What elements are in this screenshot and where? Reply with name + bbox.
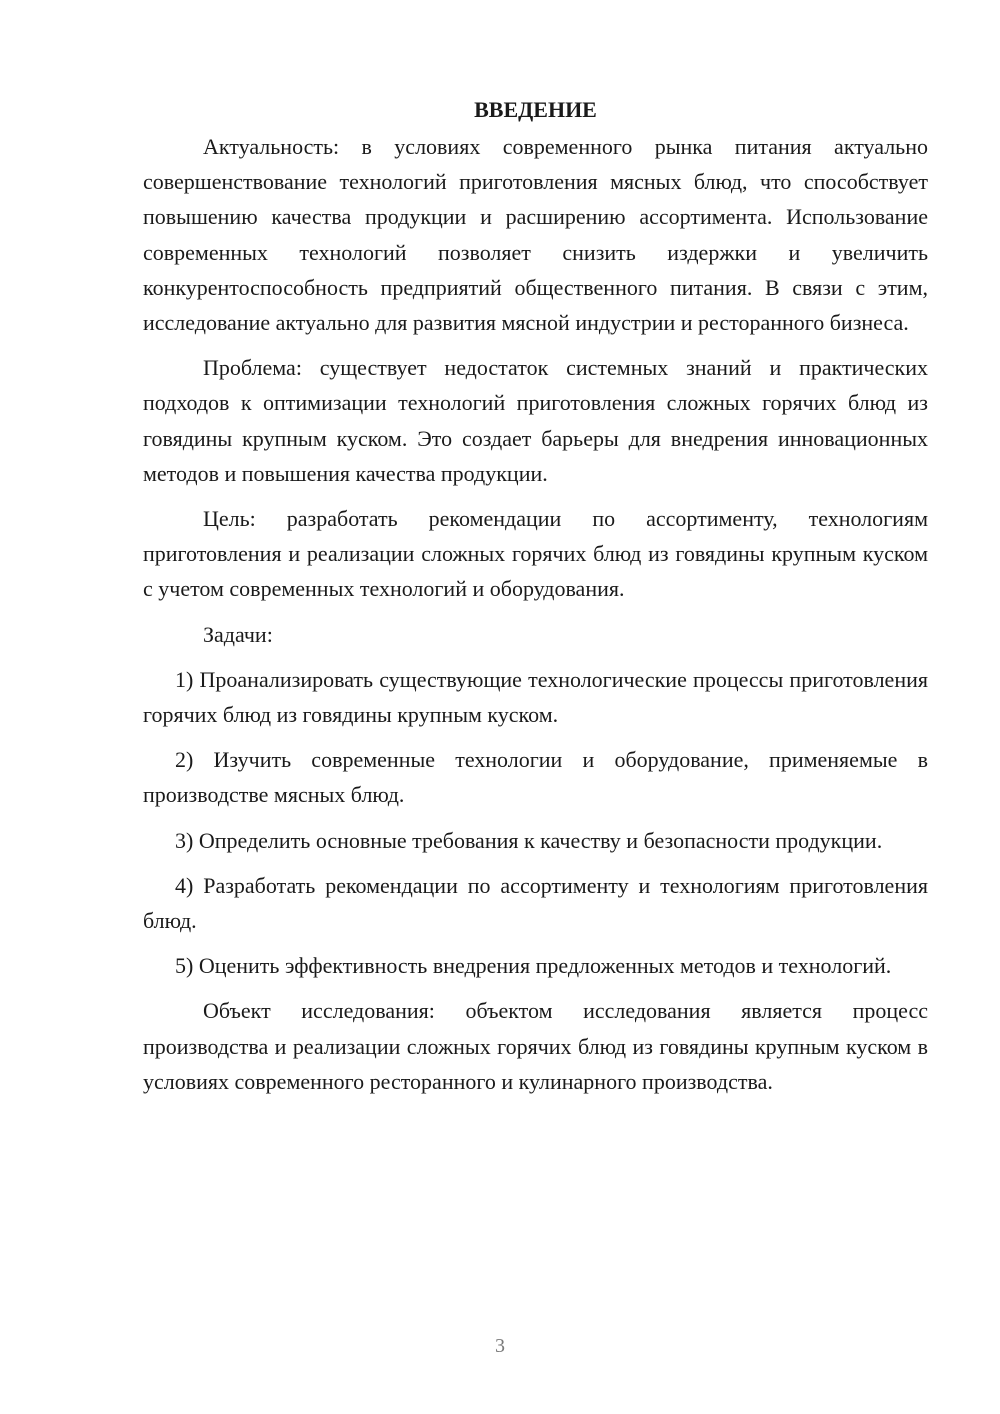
paragraph-object: Объект исследования: объектом исследования является процесс производства и реализации сложных горячих блюд из говядины крупным куском в условиях современного ресторанного и кулинарного производства.: [143, 998, 928, 1094]
paragraph-relevance: Актуальность: в условиях современного рынка питания актуально совершенствование технологий приготовления мясных блюд, что способствует повышению качества продукции и расширению ассортимента. Использование современных технологий позволяет снизить издержки и увеличить конкурентоспособность предприятий общественного питания. В связи с этим, исследование актуально для развития мясной индустрии и ресторанного бизнеса.: [143, 134, 928, 336]
section-title: ВВЕДЕНИЕ: [474, 97, 597, 122]
task-item-4: 4) Разработать рекомендации по ассортименту и технологиям приготовления блюд.: [143, 872, 928, 934]
tasks-heading: Задачи:: [203, 621, 273, 647]
task-item-5: 5) Оценить эффективность внедрения предложенных методов и технологий.: [175, 953, 892, 979]
task-item-3: 3) Определить основные требования к качеству и безопасности продукции.: [175, 827, 883, 853]
task-item-2: 2) Изучить современные технологии и оборудование, применяемые в производстве мясных блюд.: [143, 747, 928, 808]
paragraph-problem: Проблема: существует недостаток системных знаний и практических подходов к оптимизации технологий приготовления сложных горячих блюд из говядины крупным куском. Это создает барьеры для внедрения инновационных методов и повышения качества продукции.: [143, 355, 928, 486]
task-item-1: 1) Проанализировать существующие технологические процессы приготовления горячих блюд из говядины крупным куском.: [143, 666, 928, 728]
document-page: [143, 92, 928, 1109]
page-number: 3: [495, 1335, 505, 1357]
paragraph-goal: Цель: разработать рекомендации по ассортименту, технологиям приготовления и реализации сложных горячих блюд из говядины крупным куском с учетом современных технологий и оборудования.: [143, 506, 928, 602]
